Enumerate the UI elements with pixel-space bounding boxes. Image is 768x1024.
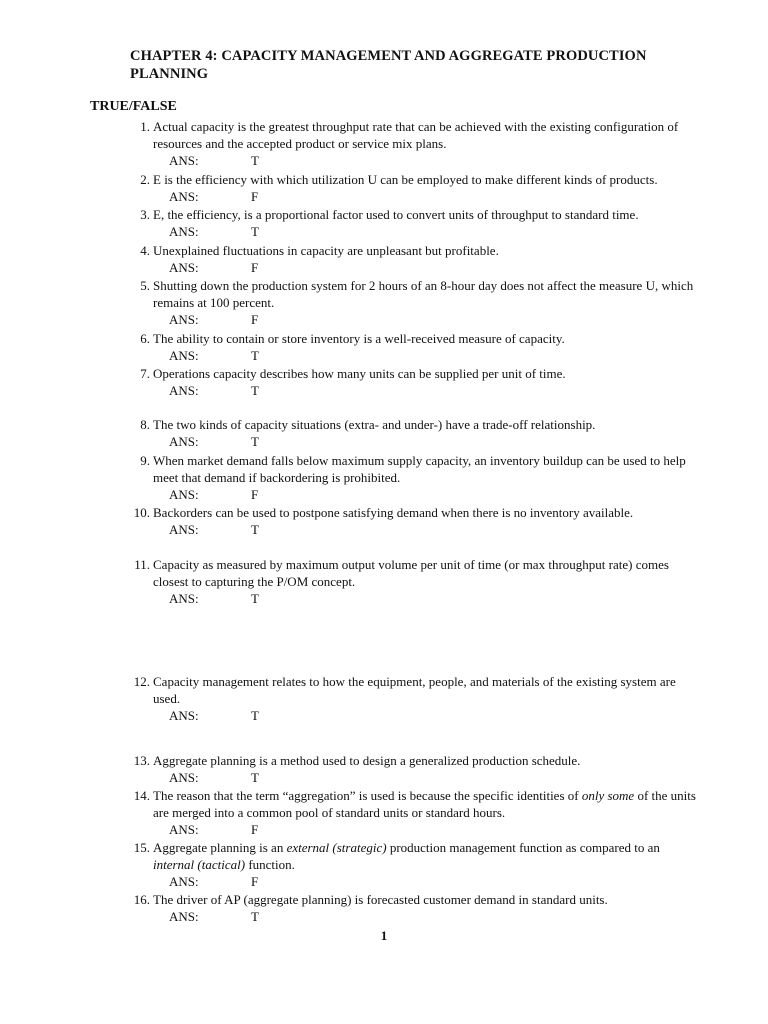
answer-label: ANS: bbox=[169, 874, 199, 889]
answer-label: ANS: bbox=[169, 260, 199, 275]
answer-label: ANS: bbox=[169, 153, 199, 168]
question-number: 4. bbox=[140, 243, 150, 258]
answer-value: F bbox=[251, 874, 259, 889]
answer-line bbox=[169, 433, 703, 450]
question-number: 12. bbox=[133, 674, 150, 689]
question-item bbox=[128, 673, 703, 724]
question-number: 10. bbox=[133, 505, 150, 520]
answer-value: F bbox=[251, 487, 259, 502]
answer-line bbox=[169, 188, 703, 205]
question-item bbox=[128, 206, 703, 240]
answer-label: ANS: bbox=[169, 708, 199, 723]
page-number: 1 bbox=[380, 928, 388, 943]
answer-label: ANS: bbox=[169, 591, 199, 606]
question-number: 13. bbox=[133, 753, 150, 768]
question-text: The two kinds of capacity situations (extra- and under-) have a trade-off relationship. bbox=[153, 417, 596, 432]
question-number: 3. bbox=[140, 207, 150, 222]
question-item bbox=[128, 504, 703, 538]
answer-label: ANS: bbox=[169, 770, 199, 785]
question-text: Unexplained fluctuations in capacity are unpleasant but profitable. bbox=[153, 243, 499, 258]
answer-value: T bbox=[251, 591, 259, 606]
question-item bbox=[128, 330, 703, 364]
question-text: Operations capacity describes how many units can be supplied per unit of time. bbox=[153, 366, 566, 381]
question-text: Capacity as measured by maximum output volume per unit of time (or max throughput rate) comes closest to capturing the P/OM concept. bbox=[153, 557, 669, 589]
answer-label: ANS: bbox=[169, 522, 199, 537]
answer-line bbox=[169, 382, 703, 399]
answer-line bbox=[169, 908, 703, 925]
question-number: 1. bbox=[140, 119, 150, 134]
answer-value: T bbox=[251, 522, 259, 537]
question-text: Backorders can be used to postpone satisfying demand when there is no inventory available. bbox=[153, 505, 634, 520]
question-text: Shutting down the production system for 2 hours of an 8-hour day does not affect the measure U, which remains at 100 percent. bbox=[153, 278, 694, 310]
question-item bbox=[128, 416, 703, 450]
answer-value: T bbox=[251, 434, 259, 449]
answer-label: ANS: bbox=[169, 909, 199, 924]
question-number: 9. bbox=[140, 453, 150, 468]
question-text: Capacity management relates to how the equipment, people, and materials of the existing system are used. bbox=[153, 674, 676, 706]
answer-line bbox=[169, 152, 703, 169]
answer-line bbox=[169, 223, 703, 240]
question-text: The ability to contain or store inventory is a well-received measure of capacity. bbox=[153, 331, 565, 346]
answer-value: T bbox=[251, 348, 259, 363]
answer-value: F bbox=[251, 260, 259, 275]
answer-value: T bbox=[251, 383, 259, 398]
question-item bbox=[128, 556, 703, 607]
answer-label: ANS: bbox=[169, 383, 199, 398]
answer-label: ANS: bbox=[169, 434, 199, 449]
answer-value: T bbox=[251, 909, 259, 924]
question-text: When market demand falls below maximum supply capacity, an inventory buildup can be used to help meet that demand if backordering is prohibited. bbox=[153, 453, 686, 485]
answer-label: ANS: bbox=[169, 487, 199, 502]
answer-line bbox=[169, 769, 703, 786]
question-number: 14. bbox=[133, 788, 150, 803]
answer-line bbox=[169, 486, 703, 503]
answer-value: T bbox=[251, 153, 259, 168]
answer-label: ANS: bbox=[169, 189, 199, 204]
question-item bbox=[128, 752, 703, 786]
question-item bbox=[128, 365, 703, 399]
answer-line bbox=[169, 707, 703, 724]
question-number: 16. bbox=[133, 892, 150, 907]
chapter-title: CHAPTER 4: CAPACITY MANAGEMENT AND AGGREGATE PRODUCTION PLANNING bbox=[130, 48, 647, 82]
question-number: 15. bbox=[133, 840, 150, 855]
answer-value: F bbox=[251, 312, 259, 327]
question-item bbox=[128, 787, 703, 838]
question-item bbox=[128, 452, 703, 503]
answer-line bbox=[169, 259, 703, 276]
answer-value: F bbox=[251, 822, 259, 837]
question-text: Actual capacity is the greatest throughput rate that can be achieved with the existing configuration of resources and the accepted product or service mix plans. bbox=[153, 119, 679, 151]
answer-value: T bbox=[251, 708, 259, 723]
answer-label: ANS: bbox=[169, 224, 199, 239]
answer-label: ANS: bbox=[169, 312, 199, 327]
question-text: E is the efficiency with which utilization U can be employed to make different kinds of products. bbox=[153, 172, 658, 187]
answer-line bbox=[169, 821, 703, 838]
answer-line bbox=[169, 590, 703, 607]
question-text: Aggregate planning is an external (strategic) production management function as compared to an internal (tactical) function. bbox=[153, 840, 660, 872]
answer-value: T bbox=[251, 770, 259, 785]
question-item bbox=[128, 171, 703, 205]
answer-line bbox=[169, 873, 703, 890]
question-text: The reason that the term “aggregation” is used is because the specific identities of only some of the units are merged into a common pool of standard units or standard hours. bbox=[153, 788, 696, 820]
question-number: 5. bbox=[140, 278, 150, 293]
question-item bbox=[128, 839, 703, 890]
question-number: 7. bbox=[140, 366, 150, 381]
question-text: The driver of AP (aggregate planning) is forecasted customer demand in standard units. bbox=[153, 892, 608, 907]
question-item bbox=[128, 242, 703, 276]
question-text: Aggregate planning is a method used to design a generalized production schedule. bbox=[153, 753, 581, 768]
question-item bbox=[128, 118, 703, 169]
section-heading: TRUE/FALSE bbox=[90, 99, 177, 114]
answer-line bbox=[169, 347, 703, 364]
question-text: E, the efficiency, is a proportional factor used to convert units of throughput to standard time. bbox=[153, 207, 639, 222]
question-item bbox=[128, 277, 703, 328]
answer-value: F bbox=[251, 189, 259, 204]
question-number: 2. bbox=[140, 172, 150, 187]
question-number: 6. bbox=[140, 331, 150, 346]
question-item bbox=[128, 891, 703, 925]
question-number: 8. bbox=[140, 417, 150, 432]
answer-label: ANS: bbox=[169, 348, 199, 363]
answer-value: T bbox=[251, 224, 259, 239]
answer-label: ANS: bbox=[169, 822, 199, 837]
answer-line bbox=[169, 521, 703, 538]
answer-line bbox=[169, 311, 703, 328]
question-number: 11. bbox=[134, 557, 150, 572]
